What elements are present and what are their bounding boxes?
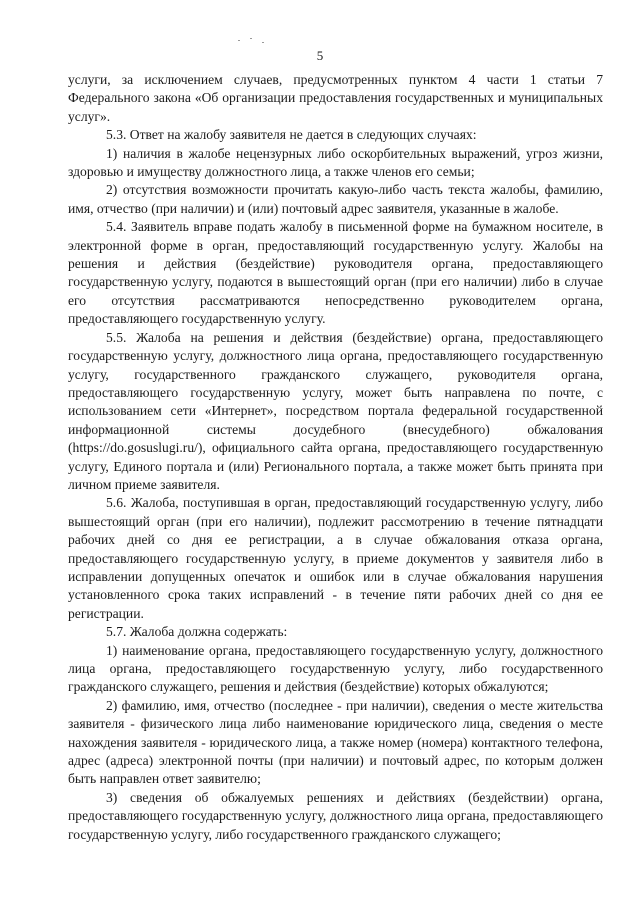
paragraph-5-3: 5.3. Ответ на жалобу заявителя не дается в следующих случаях: (106, 127, 477, 143)
paragraph-5-7-item-3: 3) сведения об обжалуемых решениях и действиях (бездействии) органа, предоставляющего государственную услугу, должностного лица органа, предоставляющего государственную услугу, либо государственного гражданского служащего; (68, 789, 603, 842)
page-number: 5 (316, 48, 324, 63)
paragraph-5-7: 5.7. Жалоба должна содержать: (106, 624, 288, 640)
paragraph-5-7-item-2: 2) фамилию, имя, отчество (последнее - при наличии), сведения о месте жительства заявителя - физического лица либо наименование юридического лица, сведения о месте нахождения заявителя - юридического лица, а также номер (номера) контактного телефона, адрес (адреса) электронной почты (при наличии) и почтовый адрес, по которым должен быть направлен ответ заявителю; (68, 697, 603, 787)
paragraph-5-7-item-1: 1) наименование органа, предоставляющего государственную услугу, должностного лица органа, предоставляющего государственную услугу, либо государственного гражданского служащего, решения и действия (бездействие) которых обжалуются; (68, 642, 603, 695)
paragraph-5-5: 5.5. Жалоба на решения и действия (бездействие) органа, предоставляющего государственную услугу, должностного лица органа, предоставляющего государственную услугу, государственного гражданского служащего, руководителя органа, предоставляющего государственную услугу, может быть направлена по почте, с использованием сети «Интернет», посредством портала федеральной государственной информационной системы досудебного (внесудебного) обжалования (https://do.gosuslugi.ru/), официального сайта органа, предоставляющего государственную услугу, Единого портала и (или) Регионального портала, а также может быть принята при личном приеме заявителя. (68, 329, 603, 492)
scan-artifact (236, 36, 276, 48)
document-body (68, 71, 603, 844)
paragraph-5-3-item-1: 1) наличия в жалобе нецензурных либо оскорбительных выражений, угроз жизни, здоровью и имуществу должностного лица, а также членов его семьи; (68, 145, 603, 180)
paragraph-5-6: 5.6. Жалоба, поступившая в орган, предоставляющий государственную услугу, либо вышестоящий орган (при его наличии), подлежит рассмотрению в течение пятнадцати рабочих дней со дня ее регистрации, а в случае обжалования отказа органа, предоставляющего государственную услугу, в приеме документов у заявителя либо в исправлении допущенных опечаток и ошибок или в случае обжалования нарушения установленного срока таких исправлений - в течение пяти рабочих дней со дня ее регистрации. (68, 495, 603, 621)
paragraph-continuation: услуги, за исключением случаев, предусмотренных пунктом 4 части 1 статьи 7 Федерального закона «Об организации предоставления государственных и муниципальных услуг». (68, 72, 603, 124)
paragraph-5-3-item-2: 2) отсутствия возможности прочитать какую-либо часть текста жалобы, фамилию, имя, отчество (при наличии) и (или) почтовый адрес заявителя, указанные в жалобе. (68, 182, 603, 216)
paragraph-5-4: 5.4. Заявитель вправе подать жалобу в письменной форме на бумажном носителе, в электронной форме в орган, предоставляющий государственную услугу. Жалобы на решения и действия (бездействие) руководителя органа, предоставляющего государственную услугу, подаются в вышестоящий орган (при его наличии) либо в случае его отсутствия рассматриваются непосредственно руководителем органа, предоставляющего государственную услугу. (68, 219, 603, 327)
